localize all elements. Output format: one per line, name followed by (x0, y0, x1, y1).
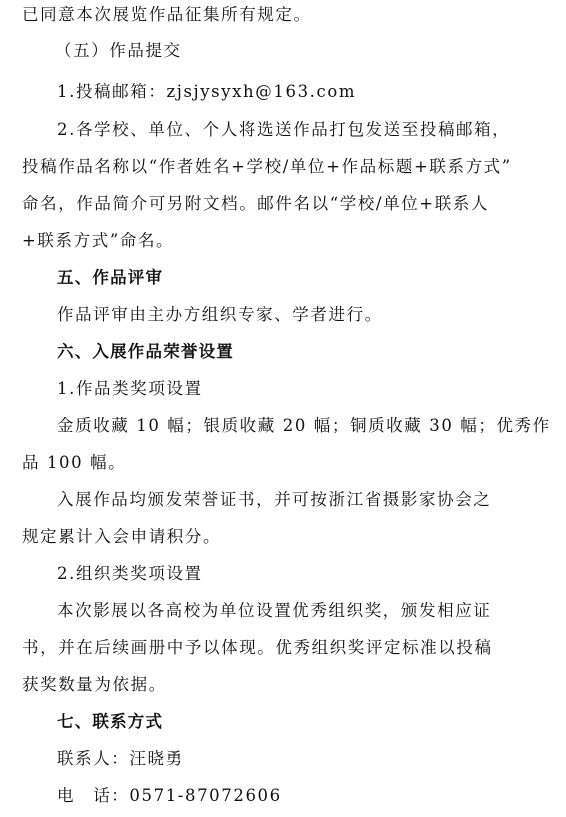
paragraph-line: 投稿作品名称以“作者姓名+学校/单位+作品标题+联系方式” (22, 157, 512, 176)
paragraph-line: 作品评审由主办方组织专家、学者进行。 (57, 305, 383, 324)
paragraph-line: 已同意本次展览作品征集所有规定。 (22, 5, 312, 24)
paragraph-line: 金质收藏 10 幅；银质收藏 20 幅；铜质收藏 30 幅；优秀作 (57, 416, 551, 435)
subsection-heading: 1.作品类奖项设置 (57, 379, 203, 398)
paragraph-line: 规定累计入会申请积分。 (22, 527, 222, 546)
paragraph-line: 2.各学校、单位、个人将选送作品打包发送至投稿邮箱， (57, 120, 511, 139)
section-heading: 六、入展作品荣誉设置 (57, 342, 234, 361)
contact-person: 联系人：汪晓勇 (57, 749, 184, 768)
paragraph-line: 品 100 幅。 (22, 453, 127, 472)
contact-phone: 电 话：0571-87072606 (57, 786, 282, 805)
submission-email: 1.投稿邮箱：zjsjysyxh@163.com (57, 82, 357, 101)
section-heading: 七、联系方式 (57, 712, 164, 731)
section-heading: 五、作品评审 (57, 268, 164, 287)
paragraph-line: 命名，作品简介可另附文档。邮件名以“学校/单位+联系人 (22, 194, 490, 213)
subsection-heading: （五）作品提交 (55, 41, 182, 60)
paragraph-line: 本次影展以各高校为单位设置优秀组织奖，颁发相应证 (57, 601, 492, 620)
subsection-heading: 2.组织类奖项设置 (57, 564, 203, 583)
paragraph-line: 获奖数量为依据。 (22, 675, 167, 694)
paragraph-line: 入展作品均颁发荣誉证书，并可按浙江省摄影家协会之 (57, 490, 492, 509)
paragraph-line: 书，并在后续画册中予以体现。优秀组织奖评定标准以投稿 (22, 638, 493, 657)
paragraph-line: +联系方式”命名。 (22, 231, 175, 250)
